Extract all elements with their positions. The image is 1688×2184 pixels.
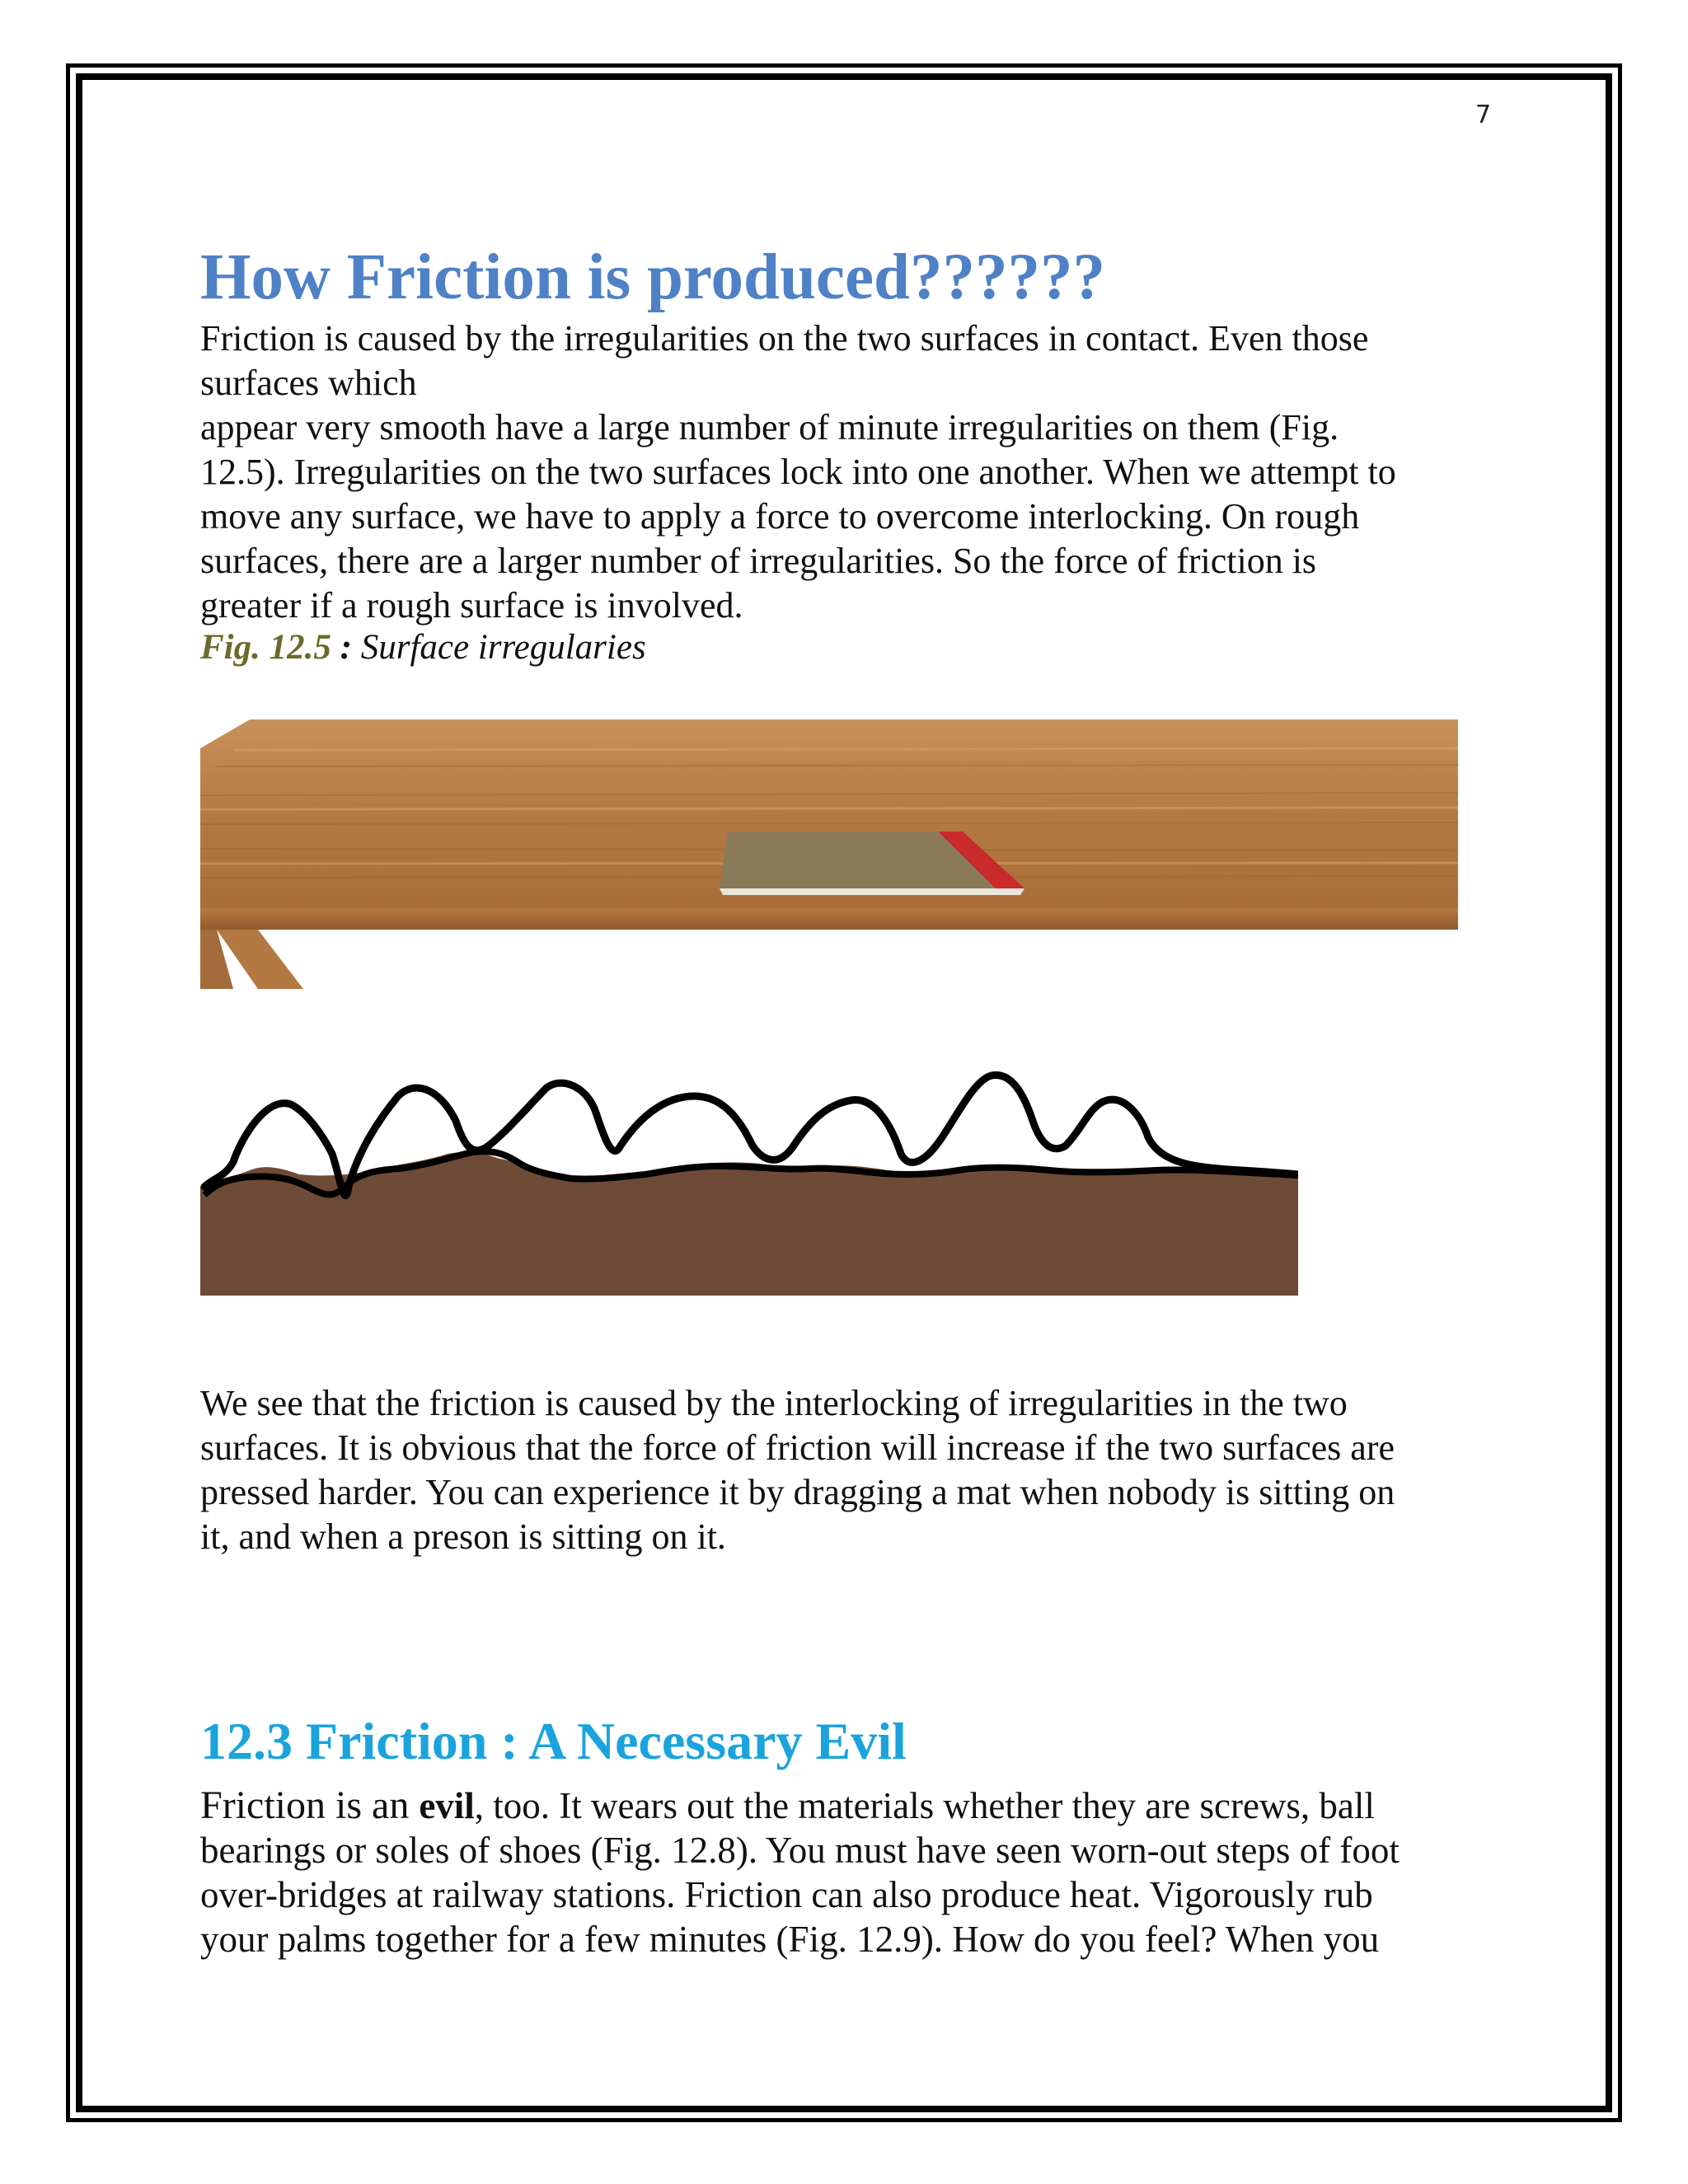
intro-line: appear very smooth have a large number of minute irregularities on them (Fig. (200, 407, 1339, 448)
explanation-line: surfaces. It is obvious that the force of friction will increase if the two surfaces are (200, 1427, 1395, 1468)
intro-paragraph (200, 316, 1503, 628)
intro-line: surfaces which (200, 363, 417, 403)
figure-caption (200, 627, 646, 668)
evil-lead: Friction is an (200, 1783, 420, 1827)
evil-line: bearings or soles of shoes (Fig. 12.8). You must have seen worn-out steps of foot (200, 1830, 1400, 1871)
table-with-book-illustration (200, 717, 1458, 989)
caption-colon: : (331, 628, 361, 667)
evil-line: your palms together for a few minutes (Fig. 12.9). How do you feel? When you (200, 1919, 1380, 1960)
evil-paragraph (200, 1783, 1503, 1961)
table-edge (200, 908, 1458, 930)
explanation-paragraph (200, 1381, 1503, 1559)
page-number: 7 (1475, 101, 1492, 129)
intro-line: Friction is caused by the irregularities on the two surfaces in contact. Even those (200, 318, 1369, 359)
intro-line: 12.5). Irregularities on the two surfaces lock into one another. When we attempt to (200, 452, 1396, 492)
intro-line: greater if a rough surface is involved. (200, 585, 743, 626)
intro-line: move any surface, we have to apply a force to overcome interlocking. On rough (200, 496, 1360, 537)
evil-line: over-bridges at railway stations. Friction can also produce heat. Vigorously rub (200, 1874, 1373, 1915)
evil-bold-word: evil (419, 1785, 475, 1826)
page-title: How Friction is produced?????? (200, 241, 1105, 313)
intro-line: surfaces, there are a larger number of irregularities. So the force of friction is (200, 541, 1317, 581)
evil-first-rest: , too. It wears out the materials whether they are screws, ball (474, 1785, 1375, 1826)
explanation-line: it, and when a preson is sitting on it. (200, 1516, 726, 1557)
explanation-line: We see that the friction is caused by the interlocking of irregularities in the two (200, 1383, 1348, 1423)
book-pages (720, 888, 1025, 895)
explanation-line: pressed harder. You can experience it by dragging a mat when nobody is sitting on (200, 1472, 1395, 1512)
evil-line (200, 1783, 1503, 1828)
figure-label: Fig. 12.5 (200, 628, 331, 667)
caption-text: Surface irregularies (360, 628, 646, 667)
rough-surface-illustration (200, 1071, 1298, 1296)
section-heading: 12.3 Friction : A Necessary Evil (200, 1712, 907, 1770)
